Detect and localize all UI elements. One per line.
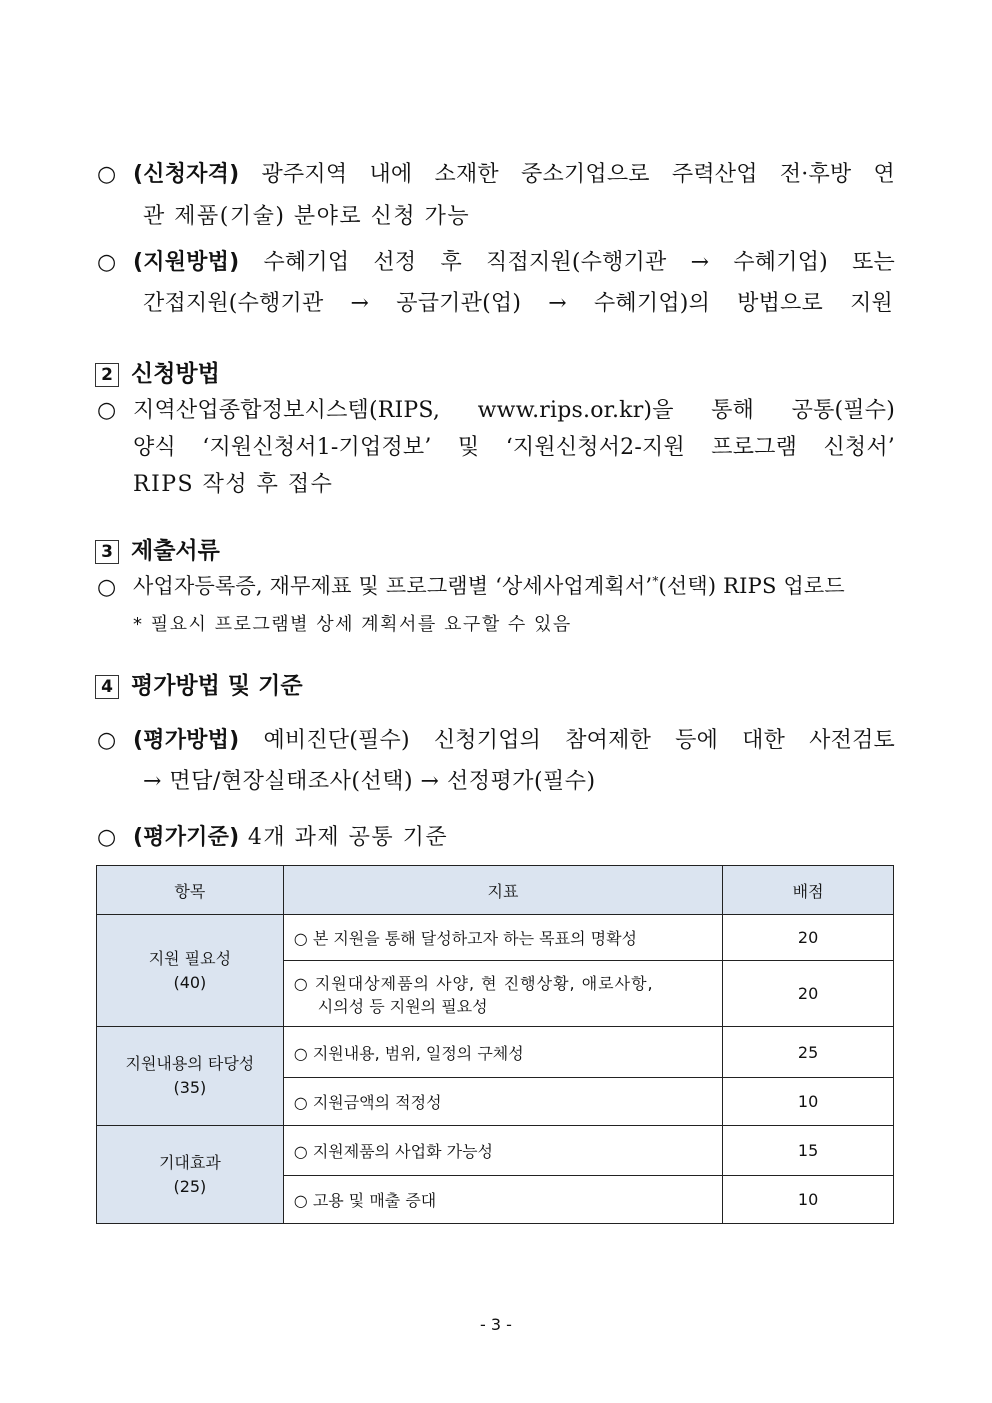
eval-method-line-2: → 면담/현장실태조사(선택) → 선정평가(필수) (143, 769, 596, 794)
evaluation-table (96, 865, 894, 1224)
category-cell (97, 1126, 284, 1224)
category-weight: (40) (173, 972, 207, 992)
section-number-box: 2 (95, 363, 119, 387)
apply-line-1: 지역산업종합정보시스템(RIPS, www.rips.or.kr)을 통해 공통(필수) (133, 398, 895, 423)
section-number-box: 3 (95, 540, 119, 564)
header-indicator: 지표 (283, 866, 722, 915)
eval-criteria-text: 4개 과제 공통 기준 (247, 825, 449, 850)
apply-line-3: RIPS 작성 후 접수 (133, 472, 334, 497)
indicator-cell: ○ 지원내용, 범위, 일정의 구체성 (283, 1027, 722, 1078)
indicator-cell: ○ 지원금액의 적정성 (283, 1078, 722, 1126)
section-number-box: 4 (95, 675, 119, 699)
section-title: 평가방법 및 기준 (131, 673, 303, 699)
eval-method-text-1: 예비진단(필수) 신청기업의 참여제한 등에 대한 사전검토 (263, 728, 895, 753)
score-cell: 20 (723, 961, 894, 1027)
eligibility-label: (신청자격) (133, 162, 240, 187)
eligibility-line-2: 관 제품(기술) 분야로 신청 가능 (143, 204, 471, 229)
header-category: 항목 (97, 866, 284, 915)
bullet: ○ (97, 162, 117, 187)
eligibility-text-1: 광주지역 내에 소재한 중소기업으로 주력산업 전·후방 연 (261, 162, 895, 187)
footnote-mark: * (652, 574, 659, 588)
table-row (97, 915, 894, 961)
bullet: ○ (97, 250, 117, 275)
bullet: ○ (97, 825, 117, 850)
indicator-cell: ○ 본 지원을 통해 달성하고자 하는 목표의 명확성 (283, 915, 722, 961)
page-number: - 3 - (480, 1315, 512, 1334)
section-title: 신청방법 (131, 361, 220, 387)
documents-line (133, 570, 895, 600)
indicator-cell: ○ 지원제품의 사업화 가능성 (283, 1126, 722, 1176)
section-heading-evaluation (95, 667, 303, 700)
category-cell (97, 915, 284, 1027)
bullet: ○ (97, 398, 117, 423)
score-cell: 25 (723, 1027, 894, 1078)
indicator-cell: ○ 고용 및 매출 증대 (283, 1176, 722, 1224)
support-line-1 (133, 245, 895, 276)
documents-text-a: 사업자등록증, 재무제표 및 프로그램별 ‘상세사업계획서’ (133, 574, 653, 598)
category-weight: (35) (173, 1078, 207, 1097)
table-header-row (97, 866, 894, 915)
support-line-2: 간접지원(수행기관 → 공급기관(업) → 수혜기업)의 방법으로 지원 (143, 291, 893, 316)
documents-note: * 필요시 프로그램별 상세 계획서를 요구할 수 있음 (133, 614, 572, 635)
eval-criteria-line (133, 820, 448, 851)
category-name: 지원내용의 타당성 (125, 1054, 255, 1073)
eval-method-label: (평가방법) (133, 728, 240, 753)
score-cell: 20 (723, 915, 894, 961)
bullet: ○ (97, 728, 117, 753)
category-name: 지원 필요성 (148, 948, 232, 968)
section-heading-apply (95, 355, 220, 388)
score-cell: 10 (723, 1078, 894, 1126)
indicator-cell (283, 961, 722, 1027)
section-title: 제출서류 (131, 538, 220, 564)
score-cell: 15 (723, 1126, 894, 1176)
section-heading-documents (95, 532, 220, 565)
category-name: 기대효과 (158, 1152, 221, 1172)
support-label: (지원방법) (133, 250, 240, 275)
table-row (97, 1027, 894, 1078)
score-cell: 10 (723, 1176, 894, 1224)
eval-criteria-label: (평가기준) (133, 825, 240, 850)
apply-line-2: 양식 ‘지원신청서1-기업정보’ 및 ‘지원신청서2-지원 프로그램 신청서’ (133, 435, 895, 460)
table-row (97, 1126, 894, 1176)
header-score: 배점 (723, 866, 894, 915)
eligibility-line-1 (133, 157, 895, 188)
category-cell (97, 1027, 284, 1126)
documents-text-b: (선택) RIPS 업로드 (658, 574, 845, 598)
indicator-line-1: ○ 지원대상제품의 사양, 현 진행상황, 애로사항, (293, 973, 654, 993)
support-text-1: 수혜기업 선정 후 직접지원(수행기관 → 수혜기업) 또는 (263, 250, 895, 275)
category-weight: (25) (173, 1176, 207, 1196)
bullet: ○ (97, 575, 117, 600)
eval-method-line-1 (133, 723, 895, 754)
indicator-line-2: 시의성 등 지원의 필요성 (317, 996, 488, 1016)
